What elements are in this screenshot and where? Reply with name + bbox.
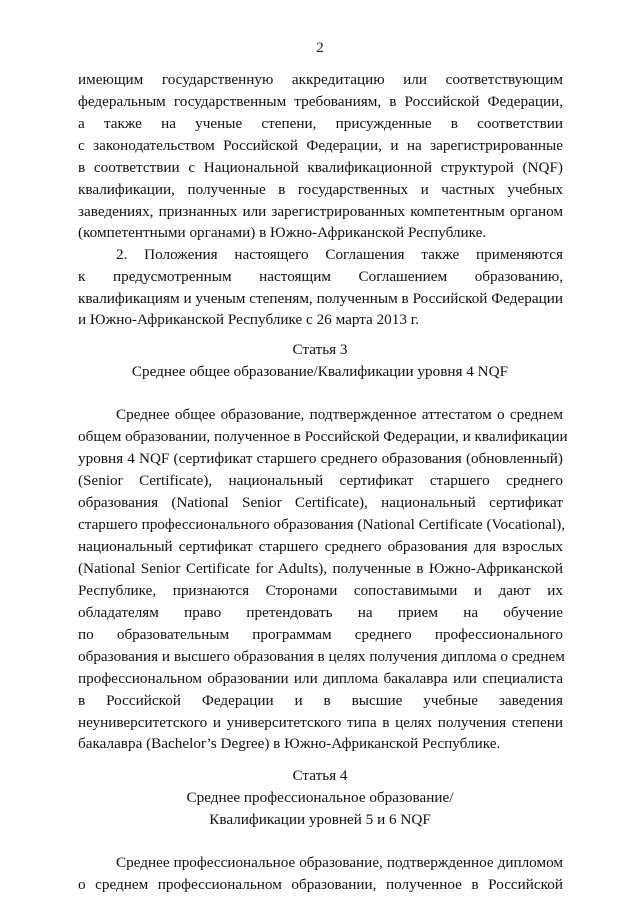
article-3-line: Среднее общее образование, подтвержденное аттестатом о среднем bbox=[116, 406, 563, 423]
article-3-line: уровня 4 NQF (сертификат старшего среднего образования (обновленный) bbox=[78, 450, 563, 467]
article-3-line: профессиональном образовании или диплома бакалавра или специалиста bbox=[78, 670, 563, 687]
article-4-line: Среднее профессиональное образование, подтвержденное дипломом bbox=[116, 854, 563, 871]
article-3-line: национальный сертификат старшего среднего образования для взрослых bbox=[78, 538, 563, 555]
paragraph-1-line: (компетентными органами) в Южно-Африканской Республике. bbox=[78, 224, 487, 241]
article-4-line: о среднем профессиональном образовании, полученное в Российской bbox=[78, 876, 563, 893]
page-number: 2 bbox=[316, 40, 324, 56]
paragraph-1-line: имеющим государственную аккредитацию или соответствующим bbox=[78, 71, 563, 88]
paragraph-2-line: и Южно-Африканской Республике с 26 марта 2013 г. bbox=[78, 311, 420, 328]
paragraph-2-line: к предусмотренным настоящим Соглашением образованию, bbox=[78, 268, 563, 285]
article-3-line: бакалавра (Bachelor’s Degree) в Южно-Африканской Республике. bbox=[78, 735, 501, 752]
paragraph-2-line: 2. Положения настоящего Соглашения также применяются bbox=[116, 246, 563, 263]
paragraph-1-line: федеральным государственным требованиям, в Российской Федерации, bbox=[78, 93, 563, 110]
article-3-line: неуниверситетского и университетского типа в целях получения степени bbox=[78, 714, 563, 731]
article-3-line: обладателям право претендовать на прием на обучение bbox=[78, 604, 563, 621]
article-3-line: образования и высшего образования в целях получения диплома о среднем bbox=[78, 648, 565, 665]
article-4-title-line-1: Среднее профессиональное образование/ bbox=[186, 789, 454, 806]
article-3-line: образования (National Senior Certificate), национальный сертификат bbox=[78, 494, 563, 511]
article-3-line: старшего профессионального образования (National Certificate (Vocational), bbox=[78, 516, 566, 533]
paragraph-1-line: квалификации, полученные в государственных и частных учебных bbox=[78, 181, 563, 198]
article-3-line: (Senior Certificate), национальный сертификат старшего среднего bbox=[78, 472, 563, 489]
paragraph-1-line: а также на ученые степени, присужденные в соответствии bbox=[78, 115, 563, 132]
article-3-line: по образовательным программам среднего профессионального bbox=[78, 626, 563, 643]
paragraph-1-line: в соответствии с Национальной квалификационной структурой (NQF) bbox=[78, 159, 563, 176]
article-4-title-line-2: Квалификации уровней 5 и 6 NQF bbox=[209, 811, 431, 828]
article-3-title: Среднее общее образование/Квалификации уровня 4 NQF bbox=[131, 363, 509, 380]
article-3-line: (National Senior Certificate for Adults), полученные в Южно-Африканской bbox=[78, 560, 563, 577]
article-3-line: общем образовании, полученное в Российской Федерации, и квалификации bbox=[78, 428, 568, 445]
article-3-line: в Российской Федерации и в высшие учебные заведения bbox=[78, 692, 563, 709]
paragraph-1-line: с законодательством Российской Федерации, и на зарегистрированные bbox=[78, 137, 563, 154]
article-3-heading: Статья 3 bbox=[292, 341, 348, 358]
article-3-line: Республике, признаются Сторонами сопоставимыми и дают их bbox=[78, 582, 563, 599]
paragraph-2-line: квалификациям и ученым степеням, полученным в Российской Федерации bbox=[78, 290, 563, 307]
paragraph-1-line: заведениях, признанных или зарегистрированных компетентным органом bbox=[78, 203, 563, 220]
article-4-heading: Статья 4 bbox=[292, 767, 348, 784]
